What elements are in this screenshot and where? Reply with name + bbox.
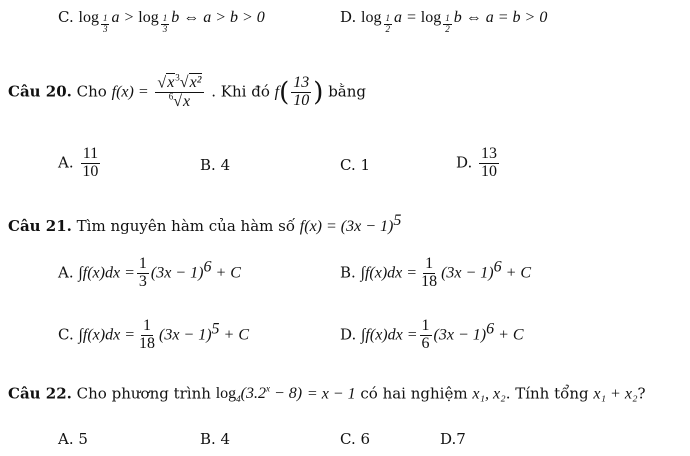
q20-option-c-label: C. [340, 156, 356, 174]
q21-option-a-num: 1 [138, 255, 147, 272]
q22-equation-lhs: $\log_4(3.2^x - 8)$ [215, 384, 303, 405]
q20-option-b-label: B. [200, 156, 216, 174]
q21-option-c-label: C. [58, 325, 74, 344]
q20-option-d[interactable] [456, 146, 501, 181]
q21-func: f(x) = (3x − 1) [299, 218, 394, 235]
q20-end-text: bằng [328, 82, 367, 101]
q21-option-b-den: 18 [421, 272, 438, 290]
q21-option-b[interactable]: B. ∫f(x)dx = $\frac{1}{18}$ $(3x - 1)^6 + C$ [340, 255, 532, 290]
q20-option-a[interactable] [58, 146, 102, 181]
q21-func-exp: 5 [393, 212, 402, 229]
q20-option-d-num: 13 [481, 145, 498, 162]
q21-option-a-label: A. [58, 263, 74, 282]
q20-mid-text: . Khi đó [211, 82, 270, 101]
q21-option-a-exp: 6 [203, 258, 212, 276]
q20-option-d-label: D. [456, 153, 473, 172]
q22-option-c[interactable]: C. 6 [340, 430, 371, 448]
q21-stem [8, 212, 401, 236]
q20-stem: Câu 20. Cho f(x) = $\frac{√x^3√x^2}{^6√x}$ . Khi đó f( $\frac{13}{10}$ ) bằng [8, 73, 367, 111]
q22-stem [8, 384, 646, 405]
q20-option-d-den: 10 [481, 162, 498, 180]
q21-option-c-num: 1 [142, 317, 151, 334]
q21-option-d-num: 1 [421, 317, 430, 334]
q22-question-mark: ? [637, 384, 646, 403]
q21-text: Tìm nguyên hàm của hàm số [76, 217, 296, 235]
q21-option-b-num: 1 [425, 255, 434, 272]
q20-text1: Cho [76, 82, 107, 101]
q21-option-a-den: 3 [138, 272, 147, 290]
q21-option-c[interactable]: C. ∫f(x)dx = $\frac{1}{18}$ $(3x - 1)^5 + C$ [58, 317, 250, 352]
q21-option-b-label: B. [340, 263, 356, 282]
q19-option-c [58, 8, 265, 34]
q22-option-a[interactable]: A. 5 [58, 430, 88, 448]
q20-arg-num: 13 [293, 74, 310, 92]
q20-argument-fraction [291, 75, 311, 110]
q20-label: Câu 20. [8, 82, 72, 101]
q22-label: Câu 22. [8, 384, 72, 403]
q19-option-d [340, 8, 547, 34]
q19-option-d-math: log $_{\frac{1}{2}}$ a = log $_{\frac{1}{2}}$ b ⇔ a = b > 0 [361, 9, 548, 34]
q20-option-b-value: 4 [220, 156, 231, 174]
q22-roots: x₁, x₂ [472, 385, 506, 403]
q20-arg-den: 10 [293, 92, 310, 110]
q21-option-b-exp: 6 [493, 258, 502, 276]
q20-func-expression: $\frac{√x^3√x^2}{^6√x}$ [155, 74, 204, 111]
q20-option-b[interactable] [200, 156, 230, 174]
q21-option-a[interactable]: A. ∫f(x)dx = $\frac{1}{3}$ $(3x - 1)^6 + C$ [58, 255, 241, 290]
q22-text2: có hai nghiệm [360, 384, 468, 403]
q20-option-a-den: 10 [82, 162, 99, 180]
q22-option-b[interactable]: B. 4 [200, 430, 231, 448]
q21-option-d-label: D. [340, 325, 357, 344]
q21-option-c-exp: 5 [211, 320, 220, 338]
q20-option-c[interactable] [340, 156, 370, 174]
q22-equation-rhs: = x − 1 [306, 385, 356, 403]
q20-func-def: f(x) = [111, 83, 149, 101]
q20-option-c-value: 1 [360, 156, 371, 174]
q21-option-d-exp: 6 [486, 320, 495, 338]
q21-option-d[interactable]: D. ∫f(x)dx = $\frac{1}{6}$ $(3x - 1)^6 + C$ [340, 317, 524, 352]
q22-text3: . Tính tổng [505, 384, 589, 403]
q21-option-c-den: 18 [138, 334, 155, 352]
q22-sum: x₁ + x₂ [593, 385, 638, 403]
q20-option-a-label: A. [58, 153, 74, 172]
q19-option-c-label: C. [58, 8, 74, 26]
q21-label: Câu 21. [8, 217, 72, 235]
q19-option-d-label: D. [340, 8, 357, 26]
q19-option-c-math: log $_{\frac{1}{3}}$ a > log $_{\frac{1}{3}}$ b ⇔ a > b > 0 [78, 9, 265, 34]
q20-option-a-num: 11 [82, 145, 99, 162]
q22-text1: Cho phương trình [76, 384, 211, 403]
q22-option-d[interactable]: D.7 [440, 430, 466, 448]
q21-option-d-den: 6 [421, 334, 430, 352]
q20-f-of: f [274, 83, 280, 101]
